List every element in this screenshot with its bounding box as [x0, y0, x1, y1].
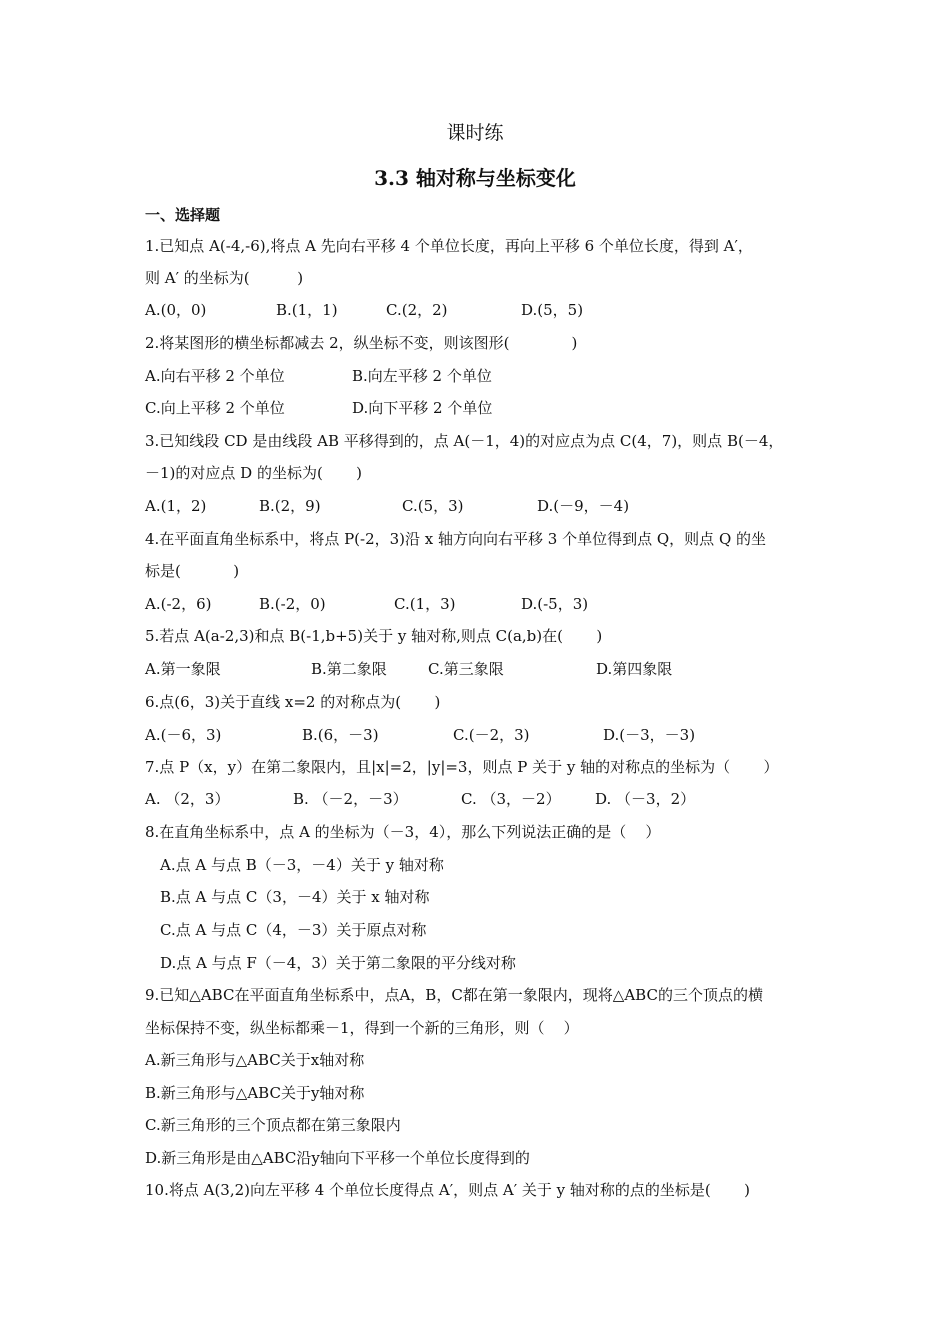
question-7-option-b: B. （－2，－3） [293, 790, 408, 808]
question-8-option-c: C.点 A 与点 C（4，－3）关于原点对称 [160, 921, 427, 939]
question-6-option-c: C.(－2，3) [453, 726, 530, 744]
question-1-option-a: A.(0，0) [145, 301, 207, 319]
question-3-option-c: C.(5，3) [402, 497, 464, 515]
question-4-option-c: C.(1，3) [394, 595, 456, 613]
question-7-option-d: D. （－3，2） [595, 790, 696, 808]
question-9-line-1: 9.已知△ABC在平面直角坐标系中，点A，B，C都在第一象限内，现将△ABC的三个顶点的横 [145, 986, 763, 1004]
question-3-line-1: 3.已知线段 CD 是由线段 AB 平移得到的，点 A(－1，4)的对应点为点 C(4，7)，则点 B(－4， [145, 432, 784, 450]
question-3-line-2: －1)的对应点 D 的坐标为( ) [145, 464, 363, 482]
question-3-option-d: D.(－9，－4) [537, 497, 630, 515]
question-5-option-b: B.第二象限 [311, 660, 387, 678]
page-subtitle: 3.3 轴对称与坐标变化 [374, 166, 576, 190]
question-4-line-1: 4.在平面直角坐标系中，将点 P(-2，3)沿 x 轴方向向右平移 3 个单位得到点 Q，则点 Q 的坐 [145, 530, 767, 548]
question-9-option-a: A.新三角形与△ABC关于x轴对称 [145, 1051, 365, 1069]
question-5-option-a: A.第一象限 [145, 660, 221, 678]
question-9-option-d: D.新三角形是由△ABC沿y轴向下平移一个单位长度得到的 [145, 1149, 530, 1167]
question-6-option-d: D.(－3，－3) [603, 726, 696, 744]
question-4-line-2: 标是( ) [145, 562, 240, 580]
question-4-option-b: B.(-2，0) [259, 595, 326, 613]
question-1-line-1: 1.已知点 A(-4,-6),将点 A 先向右平移 4 个单位长度，再向上平移 6 个单位长度，得到 A′， [145, 237, 753, 255]
question-6-option-b: B.(6，－3) [302, 726, 379, 744]
question-2-option-a: A.向右平移 2 个单位 [145, 367, 285, 385]
question-7-line-1: 7.点 P（x，y）在第二象限内，且|x|=2，|y|=3，则点 P 关于 y 轴的对称点的坐标为（ ） [145, 758, 779, 776]
question-5-line-1: 5.若点 A(a-2,3)和点 B(-1,b+5)关于 y 轴对称,则点 C(a,b)在( ) [145, 627, 603, 645]
question-8-line-1: 8.在直角坐标系中，点 A 的坐标为（－3，4），那么下列说法正确的是（ ） [145, 823, 661, 841]
question-1-option-b: B.(1，1) [276, 301, 338, 319]
section-heading: 一、选择题 [145, 206, 221, 224]
question-3-option-a: A.(1，2) [145, 497, 207, 515]
question-7-option-a: A. （2，3） [145, 790, 230, 808]
question-9-option-b: B.新三角形与△ABC关于y轴对称 [145, 1084, 365, 1102]
question-2-option-c: C.向上平移 2 个单位 [145, 399, 285, 417]
question-4-option-a: A.(-2，6) [145, 595, 212, 613]
question-1-line-2: 则 A′ 的坐标为( ) [145, 269, 304, 287]
question-10-line-1: 10.将点 A(3,2)向左平移 4 个单位长度得点 A′，则点 A′ 关于 y 轴对称的点的坐标是( ) [145, 1181, 750, 1199]
question-2-option-b: B.向左平移 2 个单位 [352, 367, 492, 385]
page-title: 课时练 [446, 122, 504, 144]
question-3-option-b: B.(2，9) [259, 497, 321, 515]
question-2-option-d: D.向下平移 2 个单位 [352, 399, 493, 417]
question-9-line-2: 坐标保持不变，纵坐标都乘－1，得到一个新的三角形，则（ ） [145, 1019, 579, 1037]
question-8-option-b: B.点 A 与点 C（3，－4）关于 x 轴对称 [160, 888, 430, 906]
question-7-option-c: C. （3，－2） [461, 790, 561, 808]
question-5-option-c: C.第三象限 [428, 660, 504, 678]
question-8-option-a: A.点 A 与点 B（－3，－4）关于 y 轴对称 [160, 856, 444, 874]
question-9-option-c: C.新三角形的三个顶点都在第三象限内 [145, 1116, 401, 1134]
question-2-line-1: 2.将某图形的横坐标都减去 2，纵坐标不变，则该图形( ) [145, 334, 578, 352]
question-6-option-a: A.(－6，3) [145, 726, 222, 744]
question-8-option-d: D.点 A 与点 F（－4，3）关于第二象限的平分线对称 [160, 954, 516, 972]
question-1-option-d: D.(5，5) [521, 301, 584, 319]
question-6-line-1: 6.点(6，3)关于直线 x=2 的对称点为( ) [145, 693, 441, 711]
question-4-option-d: D.(-5，3) [521, 595, 589, 613]
question-5-option-d: D.第四象限 [596, 660, 673, 678]
question-1-option-c: C.(2，2) [386, 301, 448, 319]
